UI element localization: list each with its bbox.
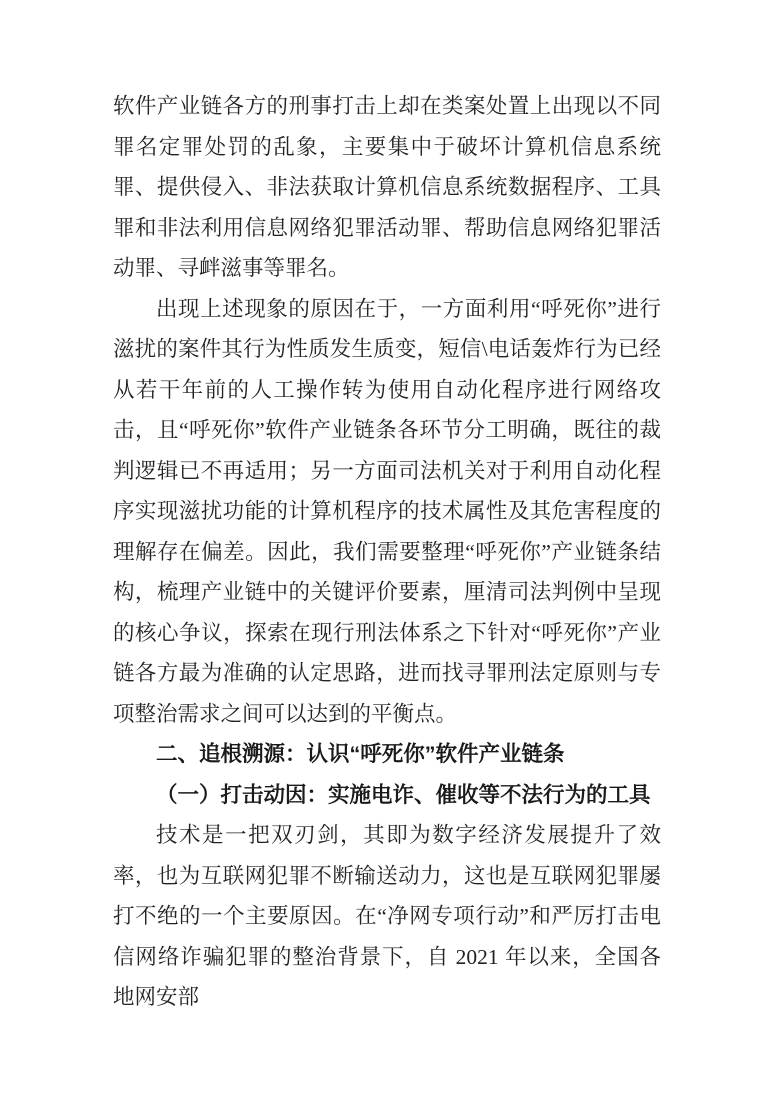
paragraph-cause-analysis: 出现上述现象的原因在于，一方面利用“呼死你”进行滋扰的案件其行为性质发生质变，短信\电话轰炸行为已经从若干年前的人工操作转为使用自动化程序进行网络攻击，且“呼死你”软件产业链条各环节分工明确，既往的裁判逻辑已不再适用；另一方面司法机关对于利用自动化程序实现滋扰功能的计算机程序的技术属性及其危害程度的理解存在偏差。因此，我们需要整理“呼死你”产业链条结构，梳理产业链中的关键评价要素，厘清司法判例中呈现的核心争议，探索在现行刑法体系之下针对“呼死你”产业链各方最为准确的认定思路，进而找寻罪刑法定原则与专项整治需求之间可以达到的平衡点。 (113, 296, 661, 726)
paragraph-crime-name-chaos: 软件产业链各方的刑事打击上却在类案处置上出现以不同罪名定罪处罚的乱象，主要集中于破坏计算机信息系统罪、提供侵入、非法获取计算机信息系统数据程序、工具罪和非法利用信息网络犯罪活动罪、帮助信息网络犯罪活动罪、寻衅滋事等罪名。 (113, 94, 661, 280)
section-heading-trace-origin: 二、追根溯源：认识“呼死你”软件产业链条 (156, 742, 565, 766)
subsection-heading-crackdown-motive: （一）打击动因：实施电诈、催收等不法行为的工具 (156, 782, 651, 807)
paragraph-technology-double-edged-sword: 技术是一把双刃剑，其即为数字经济发展提升了效率，也为互联网犯罪不断输送动力，这也是互联网犯罪屡打不绝的一个主要原因。在“净网专项行动”和严厉打击电信网络诈骗犯罪的整治背景下，自 2021 年以来，全国各地网安部 (113, 823, 661, 1009)
